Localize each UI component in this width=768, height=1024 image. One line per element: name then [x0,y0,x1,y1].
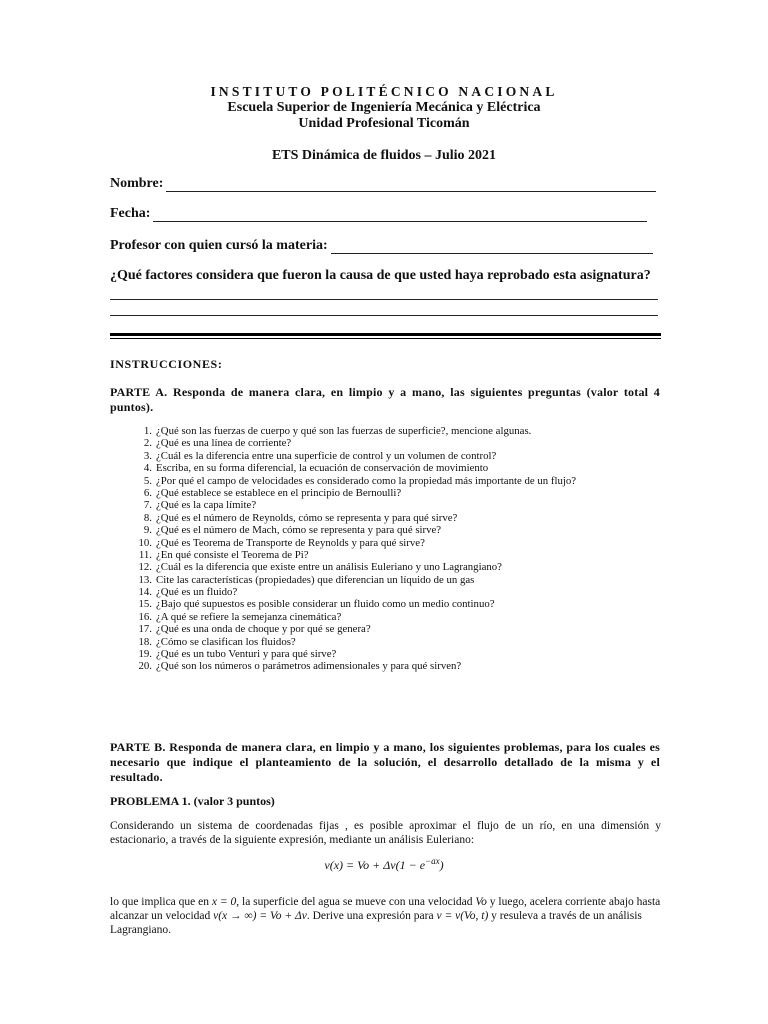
problem-1-statement: Considerando un sistema de coordenadas fijas , es posible aproximar el flujo de un río, en una dimensión y estacionario, a través de la siguiente expresión, mediante un análisis Euleriano: [110,820,661,846]
equation-exponent: −ax [425,856,440,866]
question-text: ¿A qué se refiere la semejanza cinemática? [156,610,342,623]
question-number: 8. [143,511,152,524]
question-item [110,450,670,462]
question-item [110,425,670,437]
question-number: 12. [138,561,152,574]
question-number: 1. [143,425,152,437]
question-text: ¿Qué es una onda de choque y por qué se genera? [156,623,371,636]
question-number: 18. [138,635,152,648]
question-item [110,623,670,635]
question-text: ¿Qué son las fuerzas de cuerpo y qué son las fuerzas de superficie?, mencione algunas. [156,425,532,437]
question-number: 16. [138,610,152,623]
question-item [110,475,670,487]
answer-line[interactable] [110,299,658,300]
question-number: 15. [138,598,152,611]
professor-line[interactable] [331,239,653,254]
question-text: ¿En qué consiste el Teorema de Pi? [156,548,309,561]
professor-field [110,238,653,254]
question-item [110,660,670,672]
question-number: 9. [143,524,152,537]
question-text: Cite las características (propiedades) que diferencian un líquido de un gas [156,573,475,586]
question-number: 6. [143,486,152,499]
math-fragment: Vo [475,896,487,908]
question-item [110,648,670,660]
question-item [110,586,670,598]
question-item [110,561,670,573]
math-fragment: v = v(Vo, t) [436,910,489,922]
part-a-instructions: PARTE A. Responda de manera clara, en limpio y a mano, las siguientes preguntas (valor total 4 puntos). [110,385,660,414]
question-text: ¿Cuál es la diferencia entre una superficie de control y un volumen de control? [156,449,497,462]
instructions-heading: INSTRUCCIONES: [110,357,223,371]
name-label: Nombre: [110,176,164,191]
question-text: ¿Qué es un tubo Venturi y para qué sirve? [156,648,337,661]
equation-text: $v(x) = Vo + \Delta v(1 - e^{-ax})$ [324,856,444,872]
question-number: 10. [138,536,152,549]
question-item [110,636,670,648]
name-line[interactable] [166,177,656,192]
text-fragment: y luego, acelera corriente abajo hasta alcanzar un velocidad [110,896,661,922]
text-fragment: . Derive una expresión para [306,910,437,922]
reflection-question: ¿Qué factores considera que fueron la causa de que usted haya reprobado esta asignatura? [110,268,651,283]
institute-name: INSTITUTO POLITÉCNICO NACIONAL [210,84,558,99]
question-text: ¿Qué es el número de Reynolds, cómo se representa y para qué sirve? [156,511,458,524]
question-text: ¿Qué es Teorema de Transporte de Reynolds y para qué sirve? [156,536,425,549]
text-fragment: , la superficie del agua se mueve con una velocidad [236,896,476,908]
question-number: 7. [143,499,152,512]
date-line[interactable] [153,207,647,222]
question-number: 19. [138,648,152,661]
math-fragment: v(x → ∞) = Vo + Δv [213,910,307,922]
question-item [110,512,670,524]
question-text: ¿Cómo se clasifican los fluidos? [156,635,296,648]
question-number: 4. [143,462,152,475]
question-item [110,487,670,499]
school-name: Escuela Superior de Ingeniería Mecánica y Eléctrica [227,100,541,115]
question-text: Escriba, en su forma diferencial, la ecuación de conservación de movimiento [156,462,489,475]
question-text: ¿Qué establece se establece en el principio de Bernoulli? [156,486,402,499]
question-text: ¿Qué es una línea de corriente? [156,437,292,450]
question-item [110,574,670,586]
question-text: ¿Bajo qué supuestos es posible considerar un fluido como un medio continuo? [156,598,495,611]
question-item [110,524,670,536]
name-field [110,176,656,192]
question-text: ¿Cuál es la diferencia que existe entre un análisis Euleriano y uno Lagrangiano? [156,561,502,574]
question-text: ¿Qué es el número de Mach, cómo se representa y para qué sirve? [156,524,442,537]
separator-thin [110,338,661,339]
date-field [110,206,647,222]
question-number: 13. [138,573,152,586]
exam-title: ETS Dinámica de fluidos – Julio 2021 [271,148,497,163]
question-number: 3. [143,449,152,462]
math-fragment: x = 0 [211,896,237,908]
question-text: ¿Qué es un fluido? [156,586,238,599]
problem-1-title: PROBLEMA 1. (valor 3 puntos) [110,794,275,808]
answer-line[interactable] [110,315,658,316]
question-number: 11. [138,548,152,561]
question-text: ¿Por qué el campo de velocidades es considerado como la propiedad más importante de un flujo? [156,474,577,487]
question-item [110,611,670,623]
question-item [110,499,670,511]
question-item [110,598,670,610]
question-number: 5. [143,474,152,487]
question-number: 14. [138,586,152,599]
separator-thick [110,333,661,336]
question-text: ¿Qué son los números o parámetros adimensionales y para qué sirven? [156,660,462,673]
professor-label: Profesor con quien cursó la materia: [110,238,328,253]
text-fragment: y resuleva a través de un análisis Lagrangiano. [110,910,642,936]
question-list [110,425,670,673]
question-item [110,549,670,561]
problem-1-conditions [110,895,661,937]
question-item [110,537,670,549]
velocity-equation [0,856,768,873]
unit-name: Unidad Profesional Ticomán [298,116,470,131]
date-label: Fecha: [110,206,151,221]
text-fragment: lo que implica que en [110,896,212,908]
question-number: 2. [143,437,152,450]
question-item [110,437,670,449]
question-text: ¿Qué es la capa límite? [156,499,257,512]
question-number: 17. [138,623,152,636]
question-number: 20. [138,660,152,673]
question-item [110,462,670,474]
part-b-instructions: PARTE B. Responda de manera clara, en limpio y a mano, los siguientes problemas, para los cuales es necesario que indique el planteamiento de la solución, el desarrollo detallado de la misma y el resultado. [110,740,660,784]
